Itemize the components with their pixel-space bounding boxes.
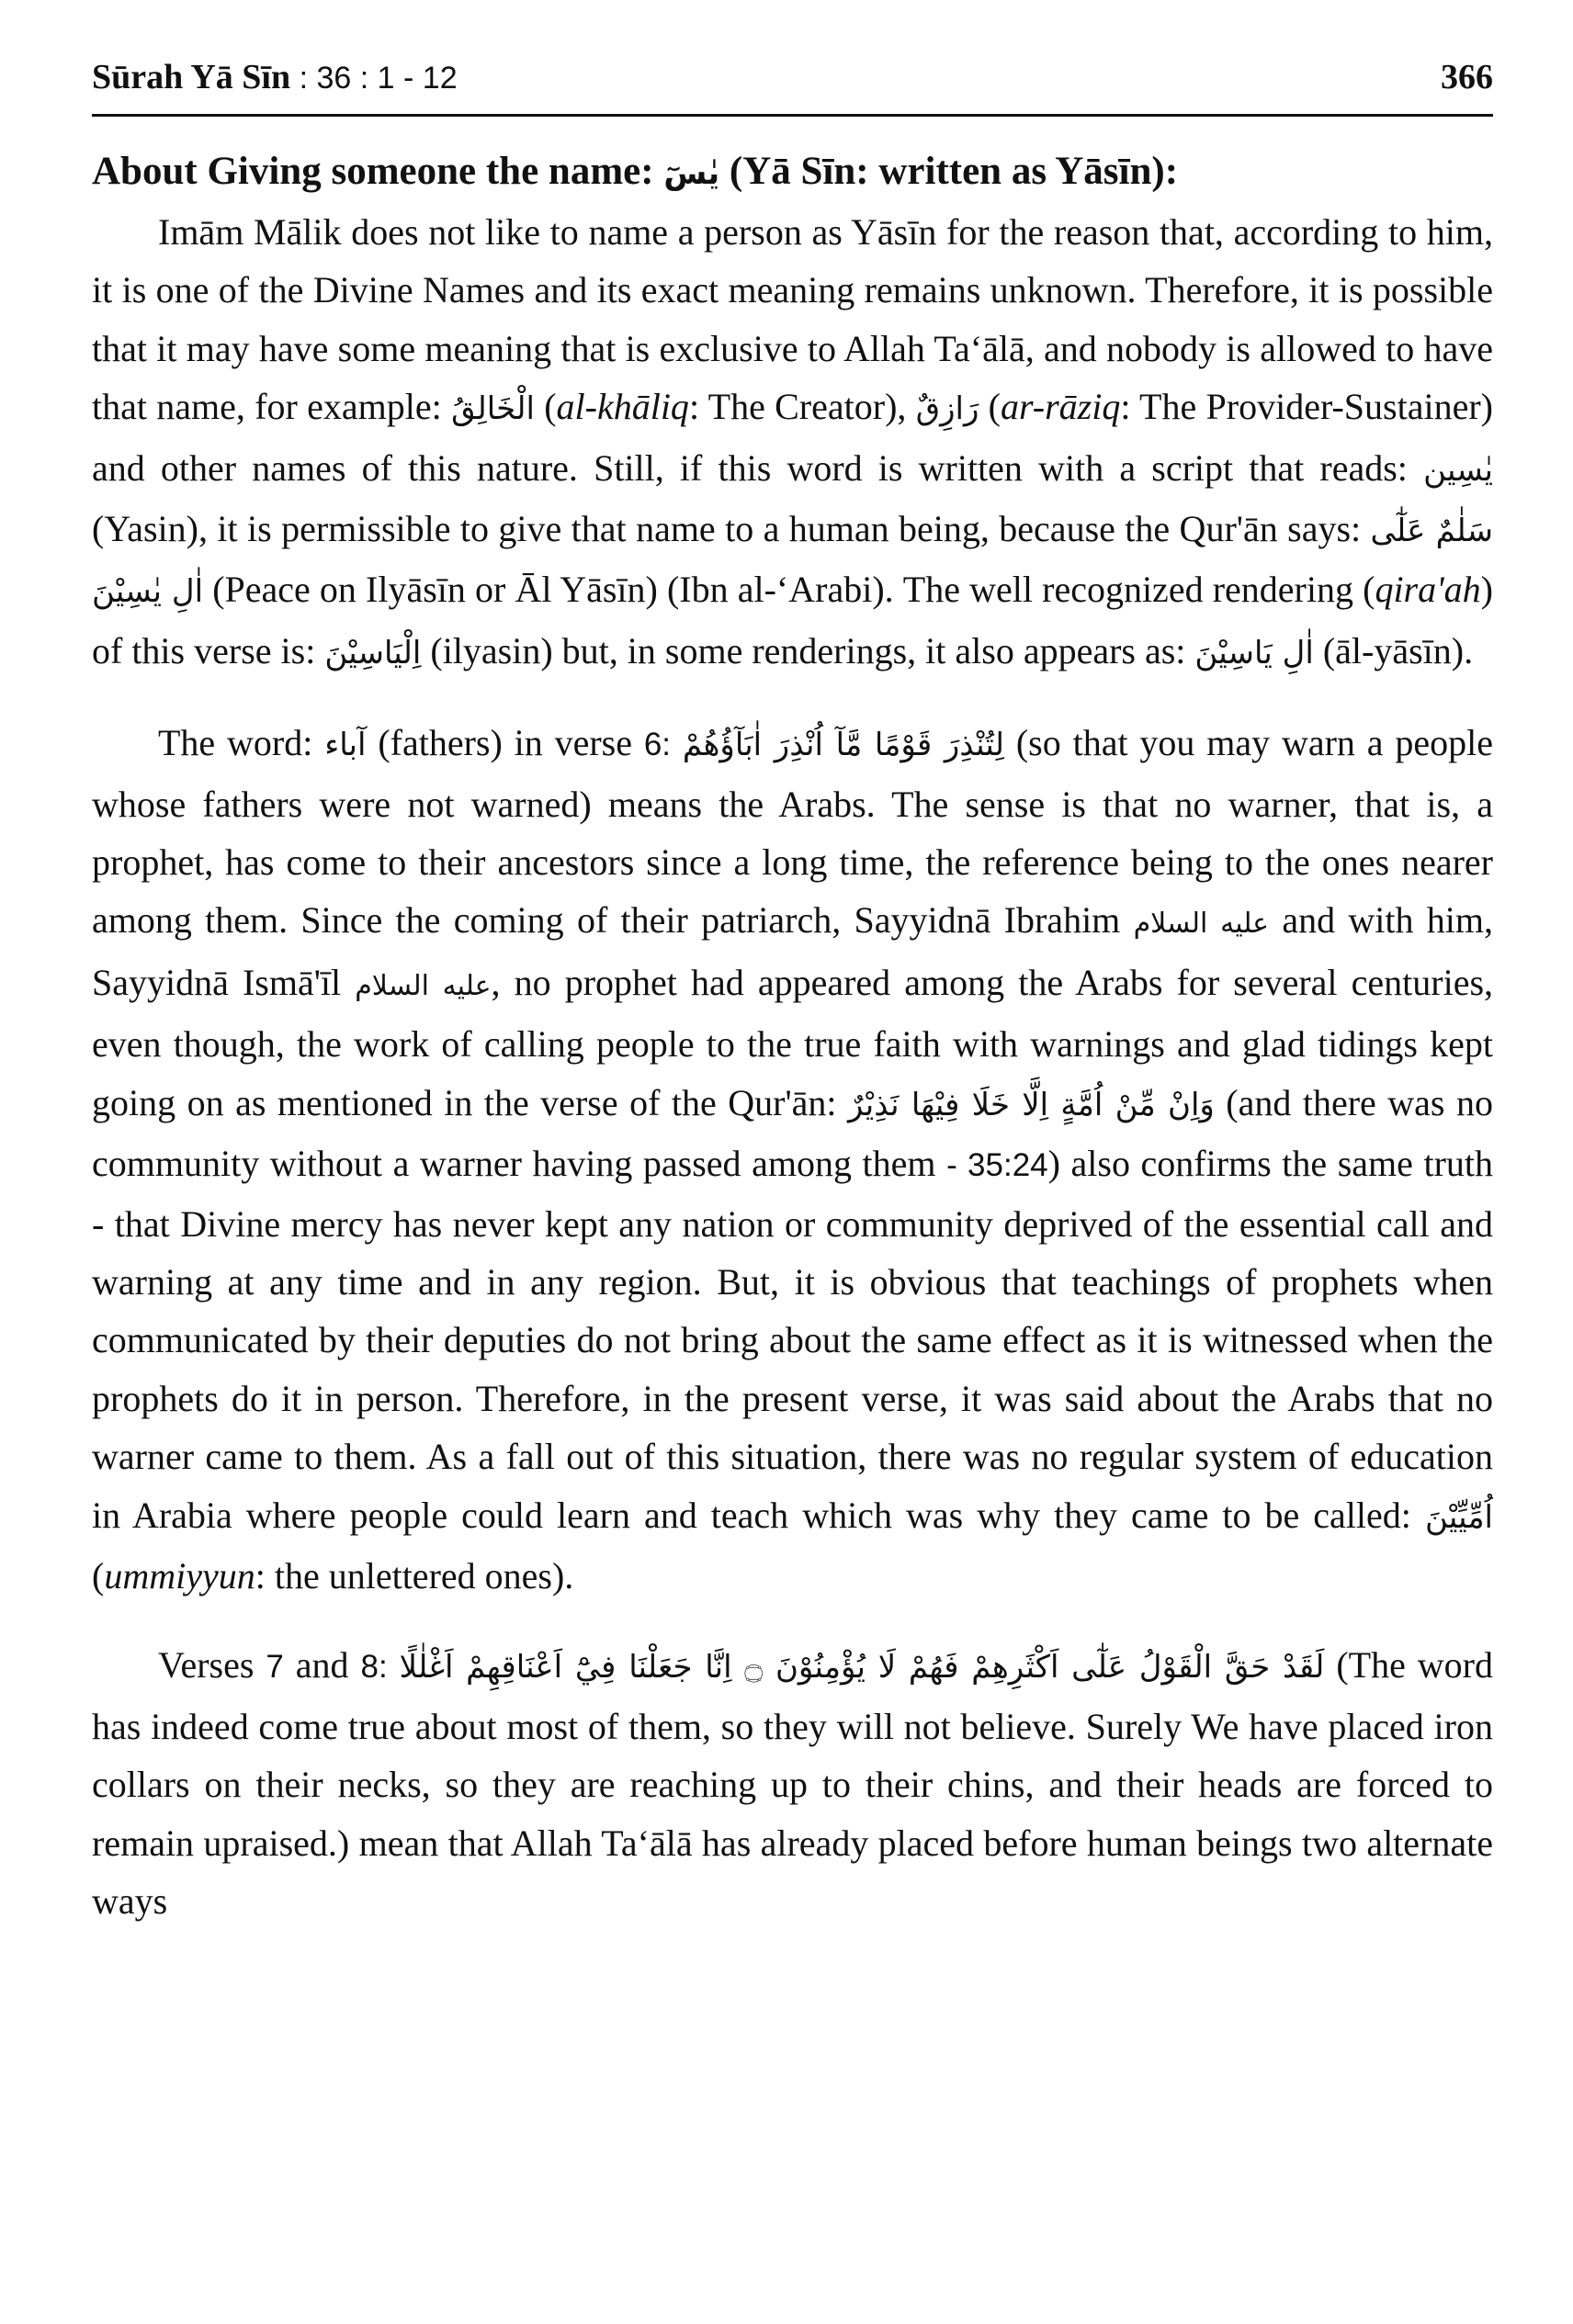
arabic-text: يٰسٓ [663,155,720,192]
arabic-text: آباء [324,727,367,764]
paragraph-fathers: The word: آباء (fathers) in verse 6: لِتُنْذِرَ قَوْمًا مَّآ اُنْذِرَ اٰبَآؤُهُمْ (so that you may warn a people whose fathers were not warned) means the Arabs. The sense is that no warner, that is, a prophet, has come to their ancestors since a long time, the reference being to the ones nearer among them. Since the coming of their patriarch, Sayyidnā Ibrahim عليه السلام and with him, Sayyidnā Ismā'īl عليه السلام, no prophet had appeared among the Arabs for several centuries, even though, the work of calling people to the true faith with warnings and glad tidings kept going on as mentioned in the verse of the Qur'ān: وَاِنْ مِّنْ اُمَّةٍ اِلَّا خَلَا فِيْهَا نَذِيْرٌ (and there was no community without a warner having passed among them - 35:24) also confirms the same truth - that Divine mercy has never kept any nation or community deprived of the essential call and warning at any time and in any region. But, it is obvious that teachings of prophets when communicated by their deputies do not bring about the same effect as it is witnessed when the prophets do it in person. Therefore, in the present verse, it was said about the Arabs that no warner came to them. As a fall out of this situation, there was no regular system of education in Arabia where people could learn and teach which was why they came to be called: اُمِّيِّيْنَ (ummiyyun: the unlettered ones). [92,722,1494,1596]
honorific-glyph: عليه السلام [1133,908,1270,941]
arabic-text: اٰلِ يَاسِيْنَ [1194,634,1314,671]
arabic-text: رَازِقٌ [915,390,979,428]
arabic-text: وَاِنْ مِّنْ اُمَّةٍ اِلَّا خَلَا فِيْهَا نَذِيْرٌ [848,1086,1215,1123]
arabic-text: لَقَدْ حَقَّ الْقَوْلُ عَلٰٓى اَكْثَرِهِمْ فَهُمْ لَا يُؤْمِنُوْنَ ۝ اِنَّا جَعَلْنَا فِيْٓ اَعْنَاقِهِمْ اَغْلٰلًا [399,1649,1325,1687]
section-heading: About Giving someone the name: يٰسٓ (Yā Sīn: written as Yāsīn): [92,150,1179,193]
page-number: 366 [1441,58,1493,96]
running-header [92,57,1493,117]
body-text [92,142,1493,1930]
paragraph-naming: Imām Mālik does not like to name a person as Yāsīn for the reason that, according to him, it is one of the Divine Names and its exact meaning remains unknown. Therefore, it is possible that it may have some meaning that is exclusive to Allah Taʻālā, and nobody is allowed to have that name, for example: الْخَالِقُ (al-khāliq: The Creator), رَازِقٌ (ar-rāziq: The Provider-Sustainer) and other names of this nature. Still, if this word is written with a script that reads: يٰسِين (Yasin), it is permissible to give that name to a human being, because the Qur'ān says: سَلٰمٌ عَلٰٓى اٰلِ يٰسِيْنَ (Peace on Ilyāsīn or Āl Yāsīn) (Ibn al-ʻArabi). The well recognized rendering (qira'ah) of this verse is: اِلْيَاسِيْنَ (ilyasin) but, in some renderings, it also appears as: اٰلِ يَاسِيْنَ (āl-yāsīn). [92,211,1494,671]
arabic-text: سَلٰمٌ عَلٰٓى اٰلِ يٰسِيْنَ [92,513,1494,611]
paragraph-verses-7-8: Verses 7 and 8: لَقَدْ حَقَّ الْقَوْلُ عَلٰٓى اَكْثَرِهِمْ فَهُمْ لَا يُؤْمِنُوْنَ ۝ اِنَّا جَعَلْنَا فِيْٓ اَعْنَاقِهِمْ اَغْلٰلًا (The word has indeed come true about most of them, so they will not believe. Surely We have placed iron collars on their necks, so they are reaching up to their chins, and their heads are forced to remain upraised.) mean that Allah Taʻālā has already placed before human beings two alternate ways [92,1644,1493,1922]
arabic-text: يٰسِين [1423,451,1493,489]
header-title [92,57,458,97]
arabic-text: اِلْيَاسِيْنَ [324,634,422,671]
verse-reference: - 35:24 [946,1147,1048,1184]
honorific-glyph: عليه السلام [355,969,492,1002]
verse-reference: 7 [266,1649,284,1686]
verse-reference: 8: [360,1649,388,1686]
arabic-text: الْخَالِقُ [451,390,535,428]
arabic-text: اُمِّيِّيْنَ [1424,1498,1493,1536]
surah-name: Sūrah Yā Sīn [92,58,291,96]
arabic-text: لِتُنْذِرَ قَوْمًا مَّآ اُنْذِرَ اٰبَآؤُهُمْ [682,727,1005,764]
verse-reference: 6: [643,727,672,763]
verse-range: : 36 : 1 - 12 [299,61,458,96]
